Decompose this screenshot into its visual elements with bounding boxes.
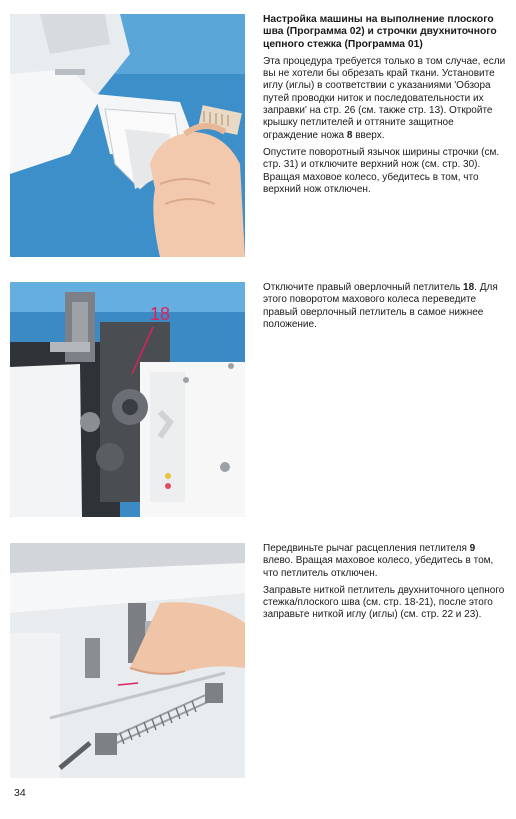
- paragraph-open-cover: Эта процедура требуется только в том случае, если вы не хотели бы обрезать край ткани. Установите иглу (иглы) в соответствии с указаниями 'Обзора путей проводки ниток и последовательности их заправки' на стр. 26 (см. также стр. 13). Откройте крышку петлителей и оттяните защитное ограждение ножа 8 вверх.: [263, 55, 506, 141]
- instruction-block-1: [263, 14, 508, 201]
- looper-callout-label: 18: [150, 304, 171, 324]
- paragraph-thread-looper: Заправьте ниткой петлитель двухниточного цепного стежка/плоского шва (см. стр. 18-21), после этого заправьте ниткой иглу (иглы) (см. стр. 22 и 23).: [263, 584, 505, 621]
- photo-looper-release-lever: [10, 543, 245, 778]
- paragraph-disable-looper: Отключите правый оверлочный петлитель 18. Для этого поворотом махового колеса переведите правый оверлочный петлитель в самое нижнее положение.: [263, 282, 498, 330]
- photo-right-overlock-looper: [10, 282, 245, 517]
- instruction-block-3: [263, 543, 508, 627]
- paragraph-move-lever: Передвиньте рычаг расцепления петлителя 9 влево. Вращая маховое колесо, убедитесь в том, что петлитель отключен.: [263, 543, 494, 579]
- instruction-block-2: [263, 282, 508, 336]
- section-heading: Настройка машины на выполнение плоского шва (Программа 02) и строчки двухниточного цепного стежка (Программа 01): [263, 14, 497, 50]
- page-number: 34: [14, 787, 26, 799]
- paragraph-disable-knife: Опустите поворотный язычок ширины строчки (см. стр. 31) и отключите верхний нож (см. стр. 30). Вращая маховое колесо, убедитесь в том, что верхний нож отключен.: [263, 146, 500, 195]
- photo-open-looper-cover: [10, 14, 245, 257]
